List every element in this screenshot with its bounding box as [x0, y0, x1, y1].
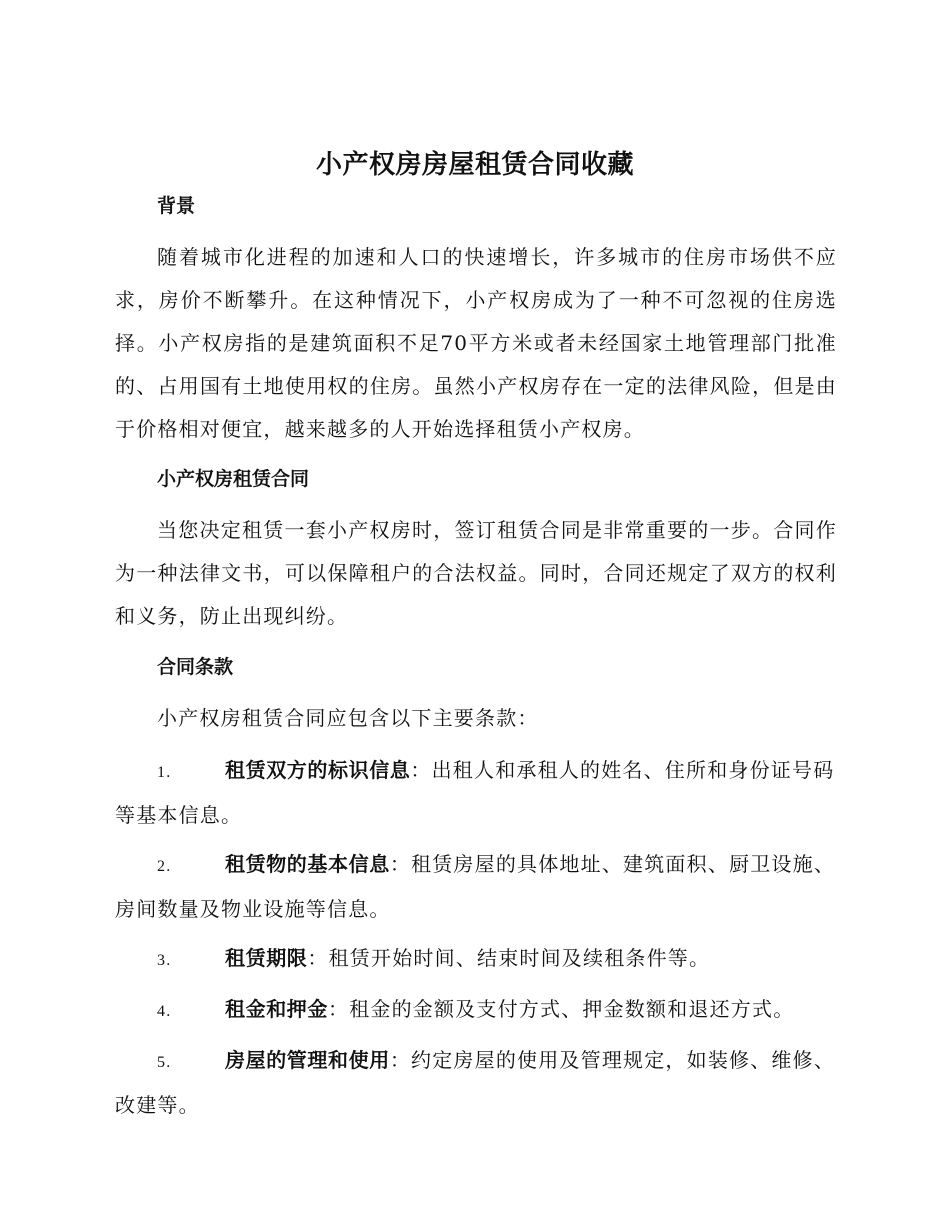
list-item-number: 2. — [157, 858, 172, 875]
section-heading-background: 背景 — [157, 195, 196, 217]
list-item-term: 租金和押金 — [225, 997, 328, 1021]
list-item-text: 出租人和承租人的姓名、住所和身份证号码等基本信息。 — [115, 758, 835, 827]
list-item-separator: ： — [389, 852, 412, 876]
list-item-text: 约定房屋的使用及管理规定，如装修、维修、改建等。 — [115, 1048, 836, 1117]
section-heading-terms: 合同条款 — [157, 656, 234, 678]
list-item-number: 3. — [157, 952, 172, 969]
list-item-separator: ： — [389, 1048, 412, 1072]
list-item — [115, 988, 837, 1033]
list-item — [115, 937, 837, 982]
list-item — [115, 1039, 837, 1127]
terms-intro: 小产权房租赁合同应包含以下主要条款： — [157, 706, 539, 730]
list-item-term: 租赁双方的标识信息 — [225, 758, 411, 782]
list-item-text: 租金的金额及支付方式、押金数额和退还方式。 — [349, 997, 795, 1021]
list-item-separator: ： — [410, 758, 432, 782]
list-item-term: 租赁期限 — [225, 946, 308, 970]
list-item-number: 1. — [157, 764, 172, 781]
background-paragraph: 随着城市化进程的加速和人口的快速增长，许多城市的住房市场供不应求，房价不断攀升。在这种情况下，小产权房成为了一种不可忽视的住房选择。小产权房指的是建筑面积不足70平方米或者未经国家土地管理部门批准的、占用国有土地使用权的住房。虽然小产权房存在一定的法律风险，但是由于价格相对便宜，越来越多的人开始选择租赁小产权房。 — [115, 245, 837, 441]
list-item-text: 租赁开始时间、结束时间及续租条件等。 — [328, 946, 711, 970]
list-item-separator: ： — [307, 946, 329, 970]
section-heading-contract: 小产权房租赁合同 — [157, 468, 310, 490]
list-item-term: 租赁物的基本信息 — [225, 852, 390, 876]
list-item — [115, 843, 837, 931]
list-item-number: 4. — [157, 1003, 172, 1020]
list-item-number: 5. — [157, 1054, 172, 1071]
list-item-separator: ： — [328, 997, 350, 1021]
contract-paragraph: 当您决定租赁一套小产权房时，签订租赁合同是非常重要的一步。合同作为一种法律文书，可以保障租户的合法权益。同时，合同还规定了双方的权利和义务，防止出现纠纷。 — [115, 518, 837, 628]
list-item-text: 租赁房屋的具体地址、建筑面积、厨卫设施、房间数量及物业设施等信息。 — [115, 852, 836, 921]
list-item — [115, 749, 837, 837]
document-title: 小产权房房屋租赁合同收藏 — [315, 150, 634, 180]
list-item-term: 房屋的管理和使用 — [225, 1048, 390, 1072]
